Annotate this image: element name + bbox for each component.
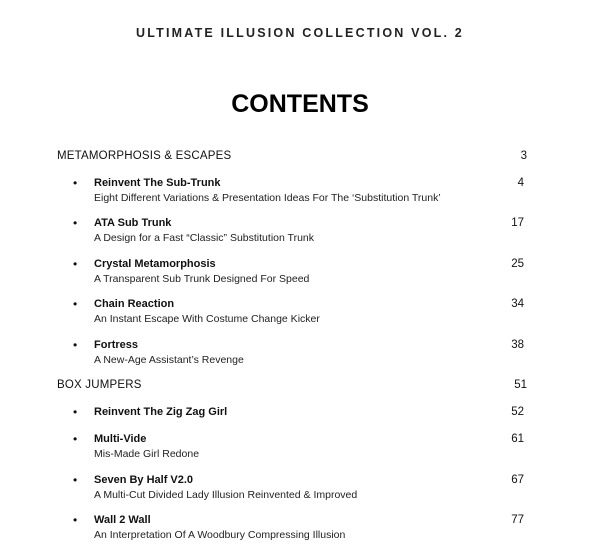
entry-page-number: 38 bbox=[511, 339, 524, 351]
bullet-icon: • bbox=[73, 176, 78, 190]
entry-page-number: 77 bbox=[511, 514, 524, 526]
entry-title: Chain Reaction bbox=[94, 298, 175, 310]
book-header: ULTIMATE ILLUSION COLLECTION VOL. 2 bbox=[136, 26, 464, 40]
entry-page-number: 52 bbox=[511, 406, 524, 418]
entry-subtitle: A Multi-Cut Divided Lady Illusion Reinvented & Improved bbox=[94, 489, 358, 501]
entry-title: Reinvent The Zig Zag Girl bbox=[94, 406, 228, 418]
entry-title: Seven By Half V2.0 bbox=[94, 474, 194, 486]
bullet-icon: • bbox=[73, 405, 78, 419]
entry-subtitle: A Transparent Sub Trunk Designed For Speed bbox=[94, 273, 310, 285]
toc-entry[interactable] bbox=[73, 432, 526, 463]
page-title: CONTENTS bbox=[231, 90, 369, 118]
entry-title: Multi-Vide bbox=[94, 433, 147, 445]
entry-page-number: 17 bbox=[511, 217, 524, 229]
entry-page-number: 34 bbox=[511, 298, 524, 310]
entry-page-number: 25 bbox=[511, 258, 524, 270]
entry-subtitle: An Instant Escape With Costume Change Kicker bbox=[94, 313, 320, 325]
entry-subtitle: An Interpretation Of A Woodbury Compressing Illusion bbox=[94, 529, 346, 541]
toc-entry[interactable] bbox=[73, 338, 526, 369]
toc-entry[interactable] bbox=[73, 405, 526, 422]
toc-entry[interactable] bbox=[73, 297, 526, 328]
bullet-icon: • bbox=[73, 513, 78, 527]
bullet-icon: • bbox=[73, 338, 78, 352]
toc-entry[interactable] bbox=[73, 216, 526, 247]
entry-title: Fortress bbox=[94, 339, 139, 351]
entry-title: Reinvent The Sub-Trunk bbox=[94, 177, 221, 189]
toc-entry[interactable] bbox=[73, 473, 526, 504]
entry-page-number: 61 bbox=[511, 433, 524, 445]
toc-entry[interactable] bbox=[73, 513, 526, 544]
entry-title: Crystal Metamorphosis bbox=[94, 258, 216, 270]
entry-subtitle: Eight Different Variations & Presentation Ideas For The ‘Substitution Trunk’ bbox=[94, 192, 441, 204]
bullet-icon: • bbox=[73, 432, 78, 446]
entry-title: ATA Sub Trunk bbox=[94, 217, 172, 229]
section-page-number: 3 bbox=[520, 150, 527, 162]
section-label: BOX JUMPERS bbox=[57, 379, 142, 391]
section-label: METAMORPHOSIS & ESCAPES bbox=[57, 150, 232, 162]
bullet-icon: • bbox=[73, 216, 78, 230]
toc-entry[interactable] bbox=[73, 257, 526, 288]
bullet-icon: • bbox=[73, 257, 78, 271]
bullet-icon: • bbox=[73, 297, 78, 311]
entry-subtitle: A New-Age Assistant’s Revenge bbox=[94, 354, 244, 366]
entry-title: Wall 2 Wall bbox=[94, 514, 151, 526]
section-page-number: 51 bbox=[514, 379, 527, 391]
entry-subtitle: Mis-Made Girl Redone bbox=[94, 448, 200, 460]
bullet-icon: • bbox=[73, 473, 78, 487]
toc-entry[interactable] bbox=[73, 176, 526, 207]
entry-page-number: 67 bbox=[511, 474, 524, 486]
entry-page-number: 4 bbox=[517, 177, 524, 189]
entry-subtitle: A Design for a Fast “Classic” Substitution Trunk bbox=[94, 232, 315, 244]
